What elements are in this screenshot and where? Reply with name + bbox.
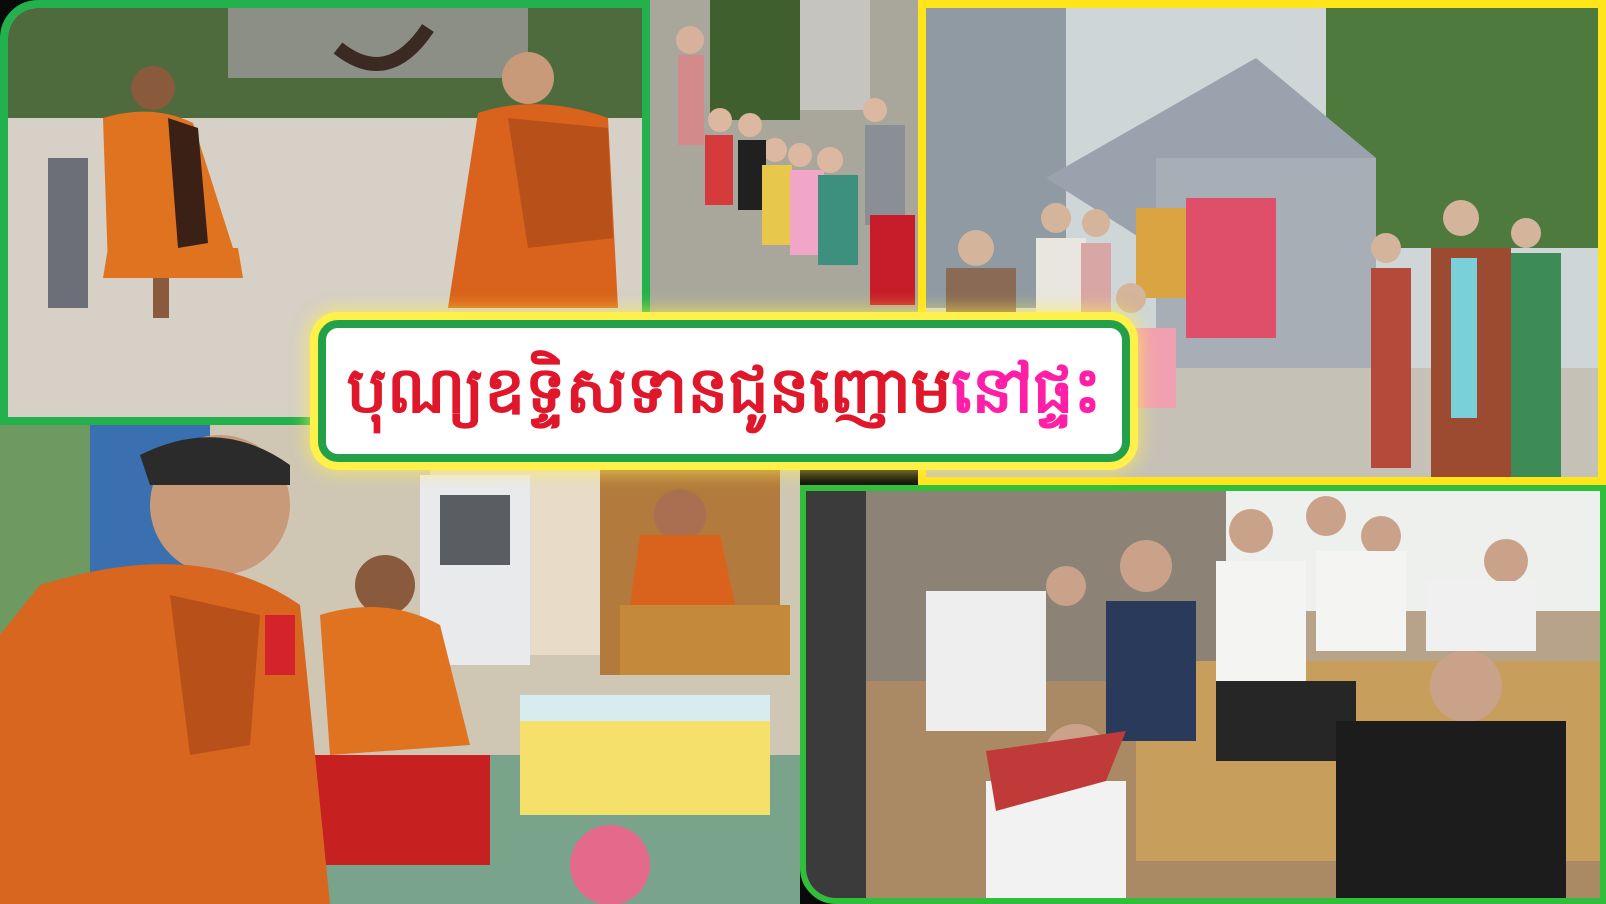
- photo-villagers-seated: [650, 0, 918, 318]
- title-banner: [318, 320, 1130, 462]
- photo-laypeople-praying: [800, 485, 1606, 904]
- title-text-red: បុណ្យឧទ្ទិសទានជូនញោម: [346, 354, 952, 428]
- photo-monks-chanting: [0, 425, 800, 904]
- title-text-pink: នៅផ្ទះ: [951, 354, 1102, 428]
- title-text: [346, 354, 1102, 428]
